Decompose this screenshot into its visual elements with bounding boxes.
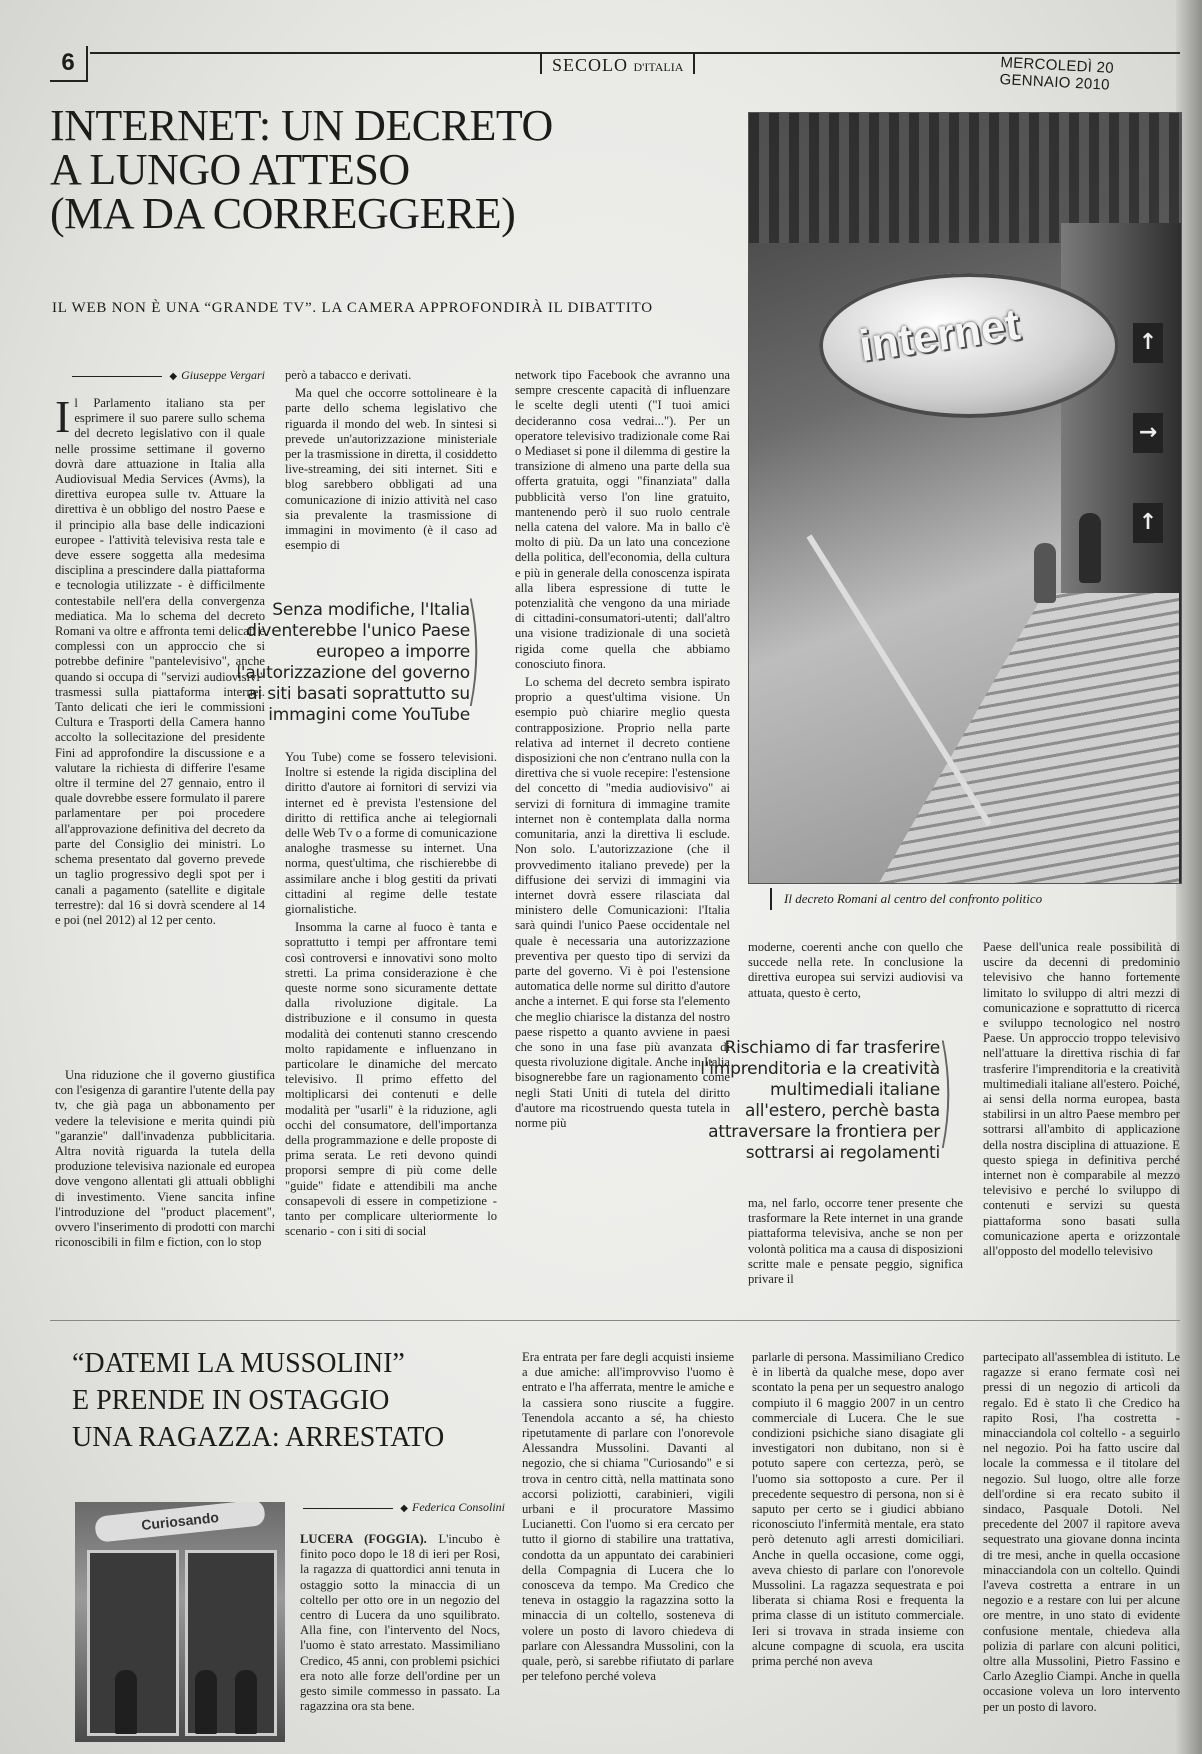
article-subtitle: IL WEB NON È UNA “GRANDE TV”. LA CAMERA APPROFONDIRÀ IL DIBATTITO	[52, 300, 653, 316]
article-column-4b	[748, 1196, 963, 1290]
arrow-up-icon: ↑	[1133, 323, 1163, 363]
author-byline	[50, 368, 265, 383]
article-headline	[50, 101, 730, 238]
arrow-right-icon: →	[1133, 413, 1163, 453]
paragraph: Ma quel che occorre sottolineare è la parte dello schema legislativo che riguarda il mondo del web. In sintesi si prevede un'autorizzazione ministeriale per la trasmissione in diretta, il cosiddetto live-streaming, dei siti internet. Siti e blog sarebbero obbligati ad una comunicazione di inizio attività nel caso sia prevalente la trasmissione di immagini in movimento (è il caso ad esempio di	[285, 386, 497, 553]
photo-person	[235, 1670, 257, 1734]
paragraph: Una riduzione che il governo giustifica con l'esigenza di garantire l'utente della pay tv, che già paga un abbonamento per vedere la televisione e merita quindi più "garanzie" dall'invadenza pubblicitaria. Altra novità riguarda la tutela della produzione televisiva nazionale ed europea dove vengono allentati gli attuali obblighi di investimento. Viene sancita infine l'introduzione del "product placement", ovvero l'inserimento di prodotti con marchi riconoscibili in film e fiction, con lo stop	[55, 1068, 275, 1250]
paragraph: però a tabacco e derivati.	[285, 368, 412, 382]
issue-date: MERCOLEDÌ 20 GENNAIO 2010	[999, 54, 1115, 94]
article2-column-2	[522, 1350, 734, 1687]
paragraph: parlarle di persona. Massimiliano Credico è in libertà da qualche mese, dopo aver scontato la pena per un sequestro analogo compiuto il 6 maggio 2007 in un centro commerciale di Lucera. Che le sue condizioni psichiche siano disagiate gli investigatori non dubitano, non si è potuto sapere con certezza, però, se l'uomo sia sottoposto a cure. Per il precedente sequestro di persona, non si è saputo per certo se i giudici abbiano riconosciuto l'infermità mentale, era stato però detenuto agli arresti domiciliari. Anche in quella occasione, come oggi, aveva chiesto di parlare con l'onorevole Mussolini. La ragazza sequestrata e poi liberata si chiama Rosi e frequenta la prima classe di un istituto commerciale. Ieri si trovava in strada insieme con alcune compagne di scuola, era uscita prima perché non aveva	[752, 1350, 964, 1669]
headline-line-3: (MA DA CORREGGERE)	[50, 189, 516, 238]
internet-sign-text: internet	[856, 300, 1023, 371]
masthead-small: D'ITALIA	[633, 60, 684, 74]
headline2-line-1: “DATEMI LA MUSSOLINI”	[72, 1348, 405, 1379]
photo-person	[115, 1670, 137, 1734]
headline2-line-2: E PRENDE IN OSTAGGIO	[72, 1385, 390, 1416]
bracket-decoration: )	[937, 1022, 954, 1161]
author-name: Giuseppe Vergari	[181, 368, 265, 382]
article-column-3	[515, 368, 730, 1134]
dateline: LUCERA (FOGGIA).	[300, 1532, 427, 1546]
article2-byline	[290, 1500, 505, 1515]
paragraph-text: l Parlamento italiano sta per esprimere il suo parere sullo schema del decreto legislativo con il quale nelle prossime settimane il governo dovrà dare attuazione in Italia alla Audiovisual Media Services (Avms), la direttiva europea sulle tv. Attuare la direttiva è un obbligo del nostro Paese e il principio alla base delle indicazioni europee - l'attività televisiva resta tale e deve essere soggetta alla medesima disciplina a prescindere dalla piattaforma e tecnologia utilizzate - è difficilmente contestabile nell'era della convergenza mediatica. Ma lo schema del decreto Romani va oltre e affronta temi delicati e complessi con un approccio che si potrebbe definire "pantelevisivo", anche quando si occupa di "servizi audiovisivi" trasmessi sulla piattaforma internet. Tanto delicati che ieri le commissioni Cultura e Trasporti della Camera hanno accolto la sollecitazione del presidente Fini ad approfondire la discussione e a valutare la richiesta di differire l'esame oltre il termine del 27 gennaio, entro il quale dovrebbe essere formulato il parere parlamentare per poi procedere all'approvazione definitiva del decreto da parte del Consiglio dei ministri. Lo schema presentato dal governo prevede un taglio progressivo degli spot per i canali a pagamento (satellite e digitale terrestre): dal 16 si dovrà scendere al 14 e poi (nel 2012) al 12 per cento.	[55, 396, 265, 927]
headline2-line-3: UNA RAGAZZA: ARRESTATO	[72, 1422, 445, 1453]
article2-headline	[72, 1345, 512, 1456]
page-header	[50, 46, 1180, 94]
paragraph-text: L'incubo è finito poco dopo le 18 di ieri per Rosi, la ragazza di quattordici anni tenuta in ostaggio sotto la minaccia di un coltello per otto ore in un negozio del centro di Lucera da uno squilibrato. Alla fine, con l'intervento del Nocs, l'uomo è stato arrestato. Massimiliano Credico, 45 anni, con problemi psichici era noto alle forze dell'ordine per un gesto simile commesso in passato. La ragazzina ora sta bene.	[300, 1532, 500, 1714]
photo-stairs	[879, 593, 1179, 883]
shop-sign: Curiosando	[94, 1502, 266, 1543]
masthead-name: SECOLO	[552, 55, 629, 75]
paragraph: You Tube) come se fossero televisioni. Inoltre si estende la rigida disciplina del diritto d'autore ai fornitori di servizi via internet ed è prevista l'estensione del diritto di rettifica anche ai telegiornali delle Web Tv o a forme di comunicazione analoghe trasmesse su internet. Una norma, quest'ultima, che rischierebbe di assimilare anche i blog gestiti da privati cittadini al regime delle testate giornalistiche.	[285, 750, 497, 917]
paragraph: ma, nel farlo, occorre tener presente che trasformare la Rete internet in una grande piattaforma televisiva, anche se non per volontà politica ma a causa di disposizioni scritte male e pensate peggio, significa privare il	[748, 1196, 963, 1287]
article2-column-4	[983, 1350, 1180, 1718]
paragraph: Insomma la carne al fuoco è tanta e soprattutto i tempi per affrontare temi così controversi e innovativi sono molto stretti. La prima considerazione è che queste norme sono sicuramente dettate dalla rivoluzione digitale. La distribuzione e il consumo in questa modalità dei contenuti stanno crescendo molto rapidamente e influenzano in particolare le dinamiche del mercato televisivo. Il primo effetto del moltiplicarsi dei contenuti e delle modalità per "usarli" è la riduzione, agli occhi del consumatore, dell'importanza della programmazione e delle proposte di prima serata. Le reti devono quindi proporsi sempre di più come delle "guide" fidate e attendibili ma anche consapevoli di essere in competizione - tanto per complicare ulteriormente lo scenario - con i siti di social	[285, 920, 497, 1239]
paragraph: Era entrata per fare degli acquisti insieme a due amiche: all'improvviso l'uomo è entrato e l'ha afferrata, mentre le amiche e la cassiera sono riuscite a fuggire. Tenendola accanto a sé, ha chiesto ripetutamente di parlare con l'onorevole Alessandra Mussolini. Davanti al negozio, che si chiama "Curiosando" e si trova in centro città, nella mattinata sono accorsi poliziotti, carabinieri, vigili urbani e il procuratore Massimo Lucianetti. Con l'uomo si era cercato per tutto il giorno di stabilire una trattativa, condotta da un appuntato dei carabinieri della Compagnia di Lucera che lo conosceva da tempo. Ma Credico che teneva in ostaggio la ragazzina sotto la minaccia di un coltello, sosteneva di volere un posto di lavoro chiedeva di parlare con Alessandra Mussolini, con la quale, però, si sarebbe rifiutato di parlare per telefono perché voleva	[522, 1350, 734, 1684]
article-column-5	[983, 940, 1180, 1262]
pull-quote: Senza modifiche, l'Italia diventerebbe l'unico Paese europeo a imporre l'autorizzazione del governo ai siti basati soprattutto su immagini come YouTube	[236, 600, 470, 725]
author-name: Federica Consolini	[412, 1500, 505, 1514]
photo-handrail	[806, 534, 991, 826]
article-photo	[748, 112, 1182, 884]
paragraph	[300, 1532, 500, 1714]
arrow-up-icon: ↑	[1133, 503, 1163, 543]
paragraph: Lo schema del decreto sembra ispirato proprio a quest'ultima visione. Un esempio può chiarire meglio questa contrapposizione. Proprio nella parte relativa ad internet il decreto contiene disposizioni che non c'entrano nulla con la direttiva che si vuole recepire: l'estensione del concetto di "media audiovisivo" ai servizi di fornitura di immagine tramite internet non è contemplata dalla norma comunitaria, anzi la direttiva li esclude. Non solo. L'autorizzazione (che il provvedimento italiano prevede) per la diffusione dei servizi di immagini via internet dovrà essere rilasciata dal ministero delle Comunicazioni: l'Italia sarà quindi l'unico Paese occidentale nel quale è necessaria una autorizzazione preventiva per questo tipo di servizi da parte del governo. Vi è poi l'estensione automatica delle norme sul diritto d'autore anche a internet. E qui forse sta l'elemento che meglio chiarisce la distanza del nostro paese rispetto a quanto avviene in paesi che sono in una fase più avanzata di questa rivoluzione digitale. Anche in Italia bisognerebbe fare un ragionamento come negli Stati Uniti di tutela del diritto d'autore ma ricostruendo questa tutela in norme più	[515, 675, 730, 1130]
internet-sign	[819, 273, 1119, 418]
article-column-2b	[285, 750, 497, 1243]
paragraph: network tipo Facebook che avranno una sempre crescente capacità di influenzare le scelte degli utenti ("I tuoi amici decideranno cosa vedrai..."). Per un operatore televisivo tradizionale come Rai o Mediaset si pone il dilemma di gestire la transizione di almeno una parte della sua offerta gratuita, oggi "finanziata" dalla pubblicità verso l'on line gratuito, mantenendo però il suo ruolo centrale nella catena del valore. Ma in ballo c'è molto di più. Da un lato una concezione della politica, dell'economia, della cultura e più in generale della conoscenza ispirata alla libera espressione di tutte le potenzialità che vengono da una miriade di cittadini-consumatori-utenti; dall'altro una visione tradizionale di una società rigida come quella che abbiamo conosciuto finora.	[515, 368, 730, 671]
photo-caption: Il decreto Romani al centro del confronto politico	[770, 888, 1194, 910]
bracket-decoration: )	[465, 580, 482, 719]
headline-line-1: INTERNET: UN DECRETO	[50, 101, 553, 150]
pull-quote: Rischiamo di far trasferire l'imprenditoria e la creatività multimediali italiane all'estero, perchè basta attraversare la frontiera per sottrarsi ai regolamenti	[700, 1038, 940, 1163]
paragraph: moderne, coerenti anche con quello che succede nella rete. In conclusione la direttiva europea sui servizi audiovisi va attuata, questo è certo,	[748, 940, 963, 1000]
article2-column-1	[300, 1532, 500, 1717]
diamond-icon: ◆	[169, 371, 178, 382]
diamond-icon: ◆	[400, 1503, 408, 1514]
photo-person	[195, 1670, 217, 1734]
article2-column-3	[752, 1350, 964, 1672]
paragraph: partecipato all'assemblea di istituto. Le ragazze si erano fermate così nei pressi di un negozio di articoli da regalo. Ed è stato lì che Credico ha rapito Rosi, l'ha costretta - minacciandola col coltello - a seguirlo nel negozio. Poi ha fatto uscire dal locale la commessa e il titolare del negozio. Sul luogo, oltre alle forze dell'ordine si era recato subito il sindaco, Pasquale Dotoli. Nel precedente del 2007 il rapitore aveva sequestrato una giovane donna incinta di tre mesi, anche in quella occasione minacciandola con un coltello. Quindi l'aveva costretta a entrare in un negozio e a restare con lui per alcune ore mentre, in uno stato di evidente confusione mentale, chiedeva alla polizia di parlare con alcuni politici, oltre alla Mussolini, Pietro Fassino e Carlo Azeglio Ciampi. Anche in quella occasione voleva un loro intervento per un posto di lavoro.	[983, 1350, 1180, 1714]
shop-photo	[75, 1502, 285, 1742]
article-column-1b	[55, 1068, 275, 1253]
page-number: 6	[50, 46, 88, 82]
article-separator	[50, 1320, 1180, 1321]
article-column-4a	[748, 940, 963, 1004]
photo-person	[1079, 513, 1101, 583]
masthead	[540, 52, 695, 74]
photo-person	[1034, 543, 1056, 603]
article-column-2a	[285, 368, 497, 556]
drop-cap: I	[55, 391, 71, 442]
headline-line-2: A LUNGO ATTESO	[50, 145, 410, 194]
paragraph: Paese dell'unica reale possibilità di uscire da decenni di predominio televisivo che hanno fortemente limitato lo sviluppo di altri mezzi di comunicazione e soprattutto di ricerca e sviluppo tecnologico nel nostro Paese. Un approccio troppo televisivo nell'attuare la direttiva rischia di far trasferire l'imprenditoria e la creatività multimediali italiane all'estero. Poiché, ai sensi della norma europea, basta stabilirsi in un altro Paese membro per sottrarsi all'ambito di applicazione della nostra disciplina di attuazione. E questo spiega in definitiva perché internet non è comparabile al mezzo televisivo e perché lo sviluppo di contenuti e servizi su questa piattaforma sono basati sulla comunicazione aperta e orizzontale all'opposto del modello televisivo	[983, 940, 1180, 1259]
